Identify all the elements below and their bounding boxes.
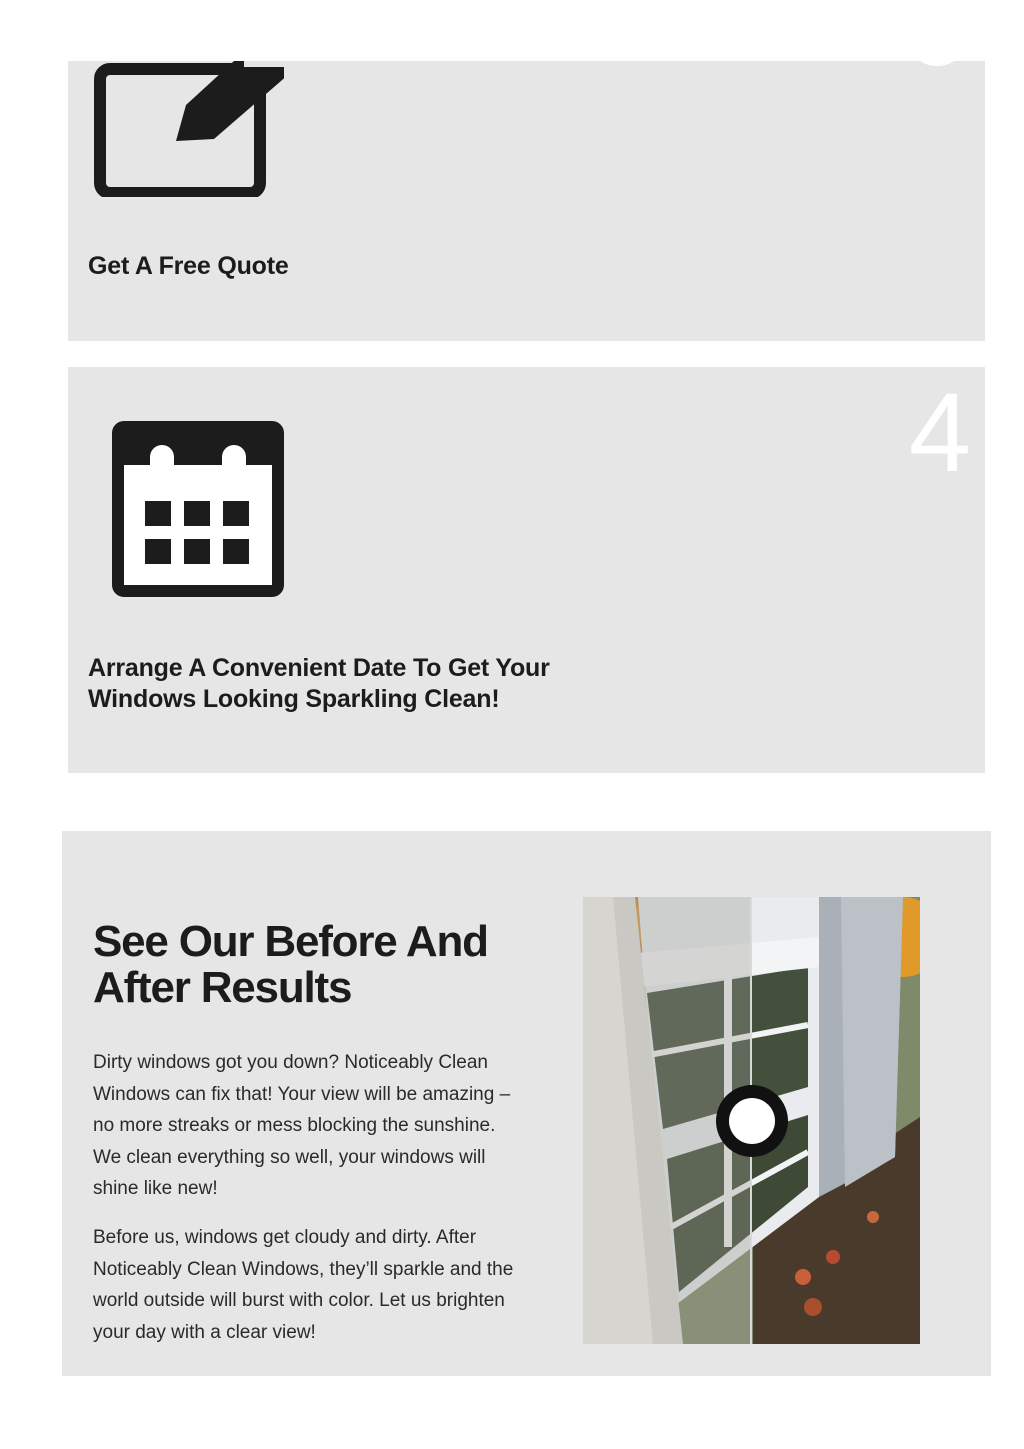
section-heading: See Our Before And After Results (93, 917, 488, 1012)
before-after-section (62, 831, 991, 1376)
step-card-schedule (68, 367, 985, 773)
slider-handle-knob (729, 1098, 775, 1144)
comparison-slider-handle[interactable] (716, 1085, 788, 1157)
section-paragraph: Before us, windows get cloudy and dirty. After Noticeably Clean Windows, they’ll sparkle and the world outside will burst with color. Let us brighten your day with a clear view! (93, 1227, 514, 1343)
step-number-4: 4 (908, 370, 971, 495)
edit-icon (94, 61, 284, 197)
step-title: Get A Free Quote (88, 252, 289, 280)
step-card-quote (68, 61, 985, 341)
step-title: Arrange A Convenient Date To Get Your Windows Looking Sparkling Clean! (88, 654, 550, 713)
section-paragraph: Dirty windows got you down? Noticeably Clean Windows can fix that! Your view will be amazing – no more streaks or mess blocking the sunshine. We clean everything so well, your windows will shine like new! (93, 1052, 511, 1199)
page-top-area (0, 0, 1024, 61)
before-after-image-comparison[interactable] (583, 897, 920, 1344)
calendar-icon (112, 421, 284, 597)
